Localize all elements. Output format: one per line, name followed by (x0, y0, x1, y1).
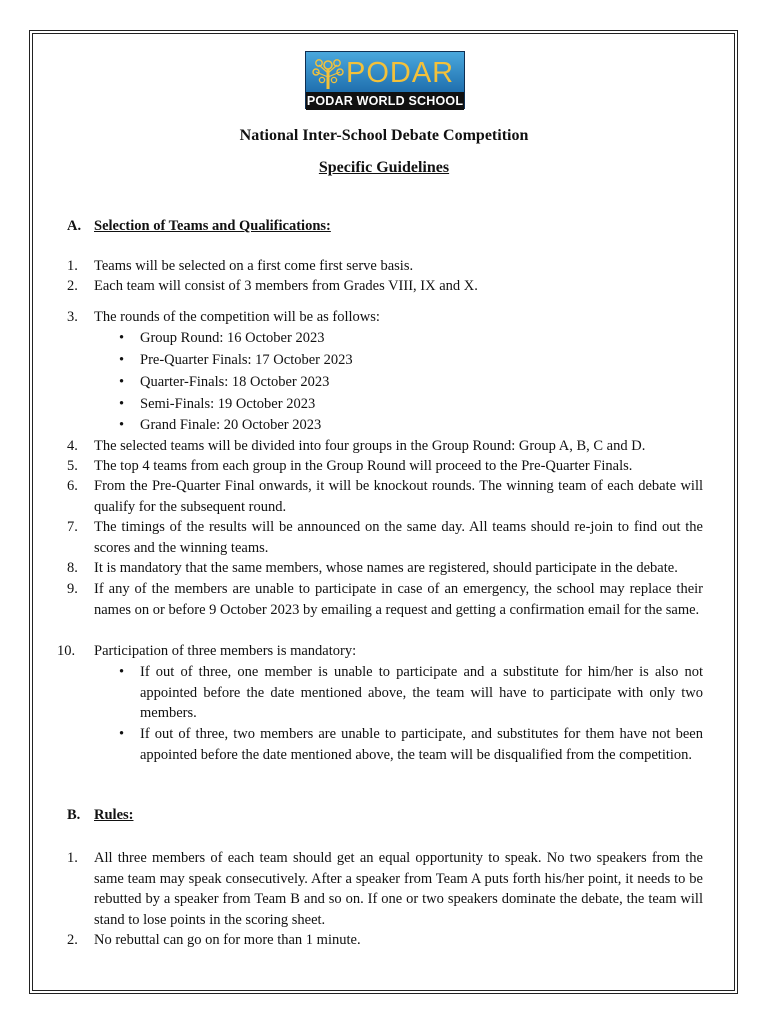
item-number: 6. (67, 478, 78, 494)
item-text: The rounds of the competition will be as follows: (94, 309, 380, 325)
section-a-heading (67, 218, 331, 235)
tree-icon (310, 55, 346, 90)
item-text: From the Pre-Quarter Final onwards, it will be knockout rounds. The winning team of each debate will qualify for the subsequent round. (94, 478, 703, 515)
section-letter: B. (67, 807, 81, 823)
item-number: 9. (67, 581, 78, 597)
item-number: 1. (67, 850, 78, 866)
logo-name: PODAR (346, 57, 455, 89)
item-text: The timings of the results will be announced on the same day. All teams should re-join to find out the scores and the winning teams. (94, 519, 703, 556)
item-text: It is mandatory that the same members, whose names are registered, should participate in the debate. (94, 560, 678, 576)
participation-text: If out of three, one member is unable to participate and a substitute for him/her is also not appointed before the date mentioned above, the team will have to participate with only two members. (140, 664, 703, 721)
round-text: Pre-Quarter Finals: 17 October 2023 (140, 352, 353, 368)
item-text: Each team will consist of 3 members from Grades VIII, IX and X. (94, 278, 478, 294)
item-number: 3. (67, 309, 78, 325)
round-item (119, 350, 703, 371)
round-item (119, 328, 703, 349)
item-text: The selected teams will be divided into four groups in the Group Round: Group A, B, C and D. (94, 438, 646, 454)
list-item (67, 517, 703, 558)
participation-text: If out of three, two members are unable to participate, and substitutes for them have not been appointed before the date mentioned above, the team will be disqualified from the competition. (140, 726, 703, 763)
round-item (119, 394, 703, 415)
round-text: Semi-Finals: 19 October 2023 (140, 396, 316, 412)
list-item (67, 436, 703, 457)
list-item (67, 930, 703, 951)
item-text: All three members of each team should get an equal opportunity to speak. No two speakers from the same team may speak consecutively. After a speaker from Team A puts forth his/her point, it needs to be rebutted by a speaker from Team B and so on. If one or two speakers dominate the debate, the team will stand to lose points in the scoring sheet. (94, 850, 703, 928)
round-item (119, 415, 703, 436)
list-item (67, 476, 703, 517)
item-number: 8. (67, 560, 78, 576)
list-item (67, 848, 703, 930)
section-title: Selection of Teams and Qualifications: (94, 218, 331, 234)
participation-item (119, 724, 703, 765)
item-number: 7. (67, 519, 78, 535)
bullet-icon: • (119, 352, 125, 368)
school-logo (305, 51, 465, 109)
bullet-icon: • (119, 396, 125, 412)
item-text: Teams will be selected on a first come first serve basis. (94, 258, 414, 274)
list-item (67, 256, 703, 277)
item-text: The top 4 teams from each group in the Group Round will proceed to the Pre-Quarter Finals. (94, 458, 633, 474)
participation-item (119, 662, 703, 724)
round-text: Grand Finale: 20 October 2023 (140, 417, 322, 433)
item-number: 2. (67, 278, 78, 294)
item-text: No rebuttal can go on for more than 1 minute. (94, 932, 361, 948)
list-item (67, 456, 703, 477)
list-item (67, 307, 703, 328)
round-item (119, 372, 703, 393)
list-item (67, 558, 703, 579)
bullet-icon: • (119, 417, 125, 433)
document-title: National Inter-School Debate Competition (239, 127, 529, 144)
round-text: Group Round: 16 October 2023 (140, 330, 325, 346)
section-title: Rules: (94, 807, 134, 823)
item-number: 5. (67, 458, 78, 474)
bullet-icon: • (119, 726, 125, 742)
bullet-icon: • (119, 330, 125, 346)
round-text: Quarter-Finals: 18 October 2023 (140, 374, 330, 390)
document-subtitle: Specific Guidelines (318, 159, 450, 176)
list-item (67, 579, 703, 620)
bullet-icon: • (119, 664, 125, 680)
item-number: 10. (57, 643, 76, 659)
item-text: If any of the members are unable to participate in case of an emergency, the school may replace their names on or before 9 October 2023 by emailing a request and getting a confirmation email for the same. (94, 581, 703, 618)
section-b-heading (67, 807, 133, 824)
list-item (57, 641, 703, 662)
item-number: 2. (67, 932, 78, 948)
logo-subtitle: PODAR WORLD SCHOOL (306, 94, 464, 108)
item-number: 4. (67, 438, 78, 454)
item-text: Participation of three members is mandatory: (94, 643, 357, 659)
list-item (67, 276, 703, 297)
section-letter: A. (67, 218, 82, 234)
item-number: 1. (67, 258, 78, 274)
bullet-icon: • (119, 374, 125, 390)
